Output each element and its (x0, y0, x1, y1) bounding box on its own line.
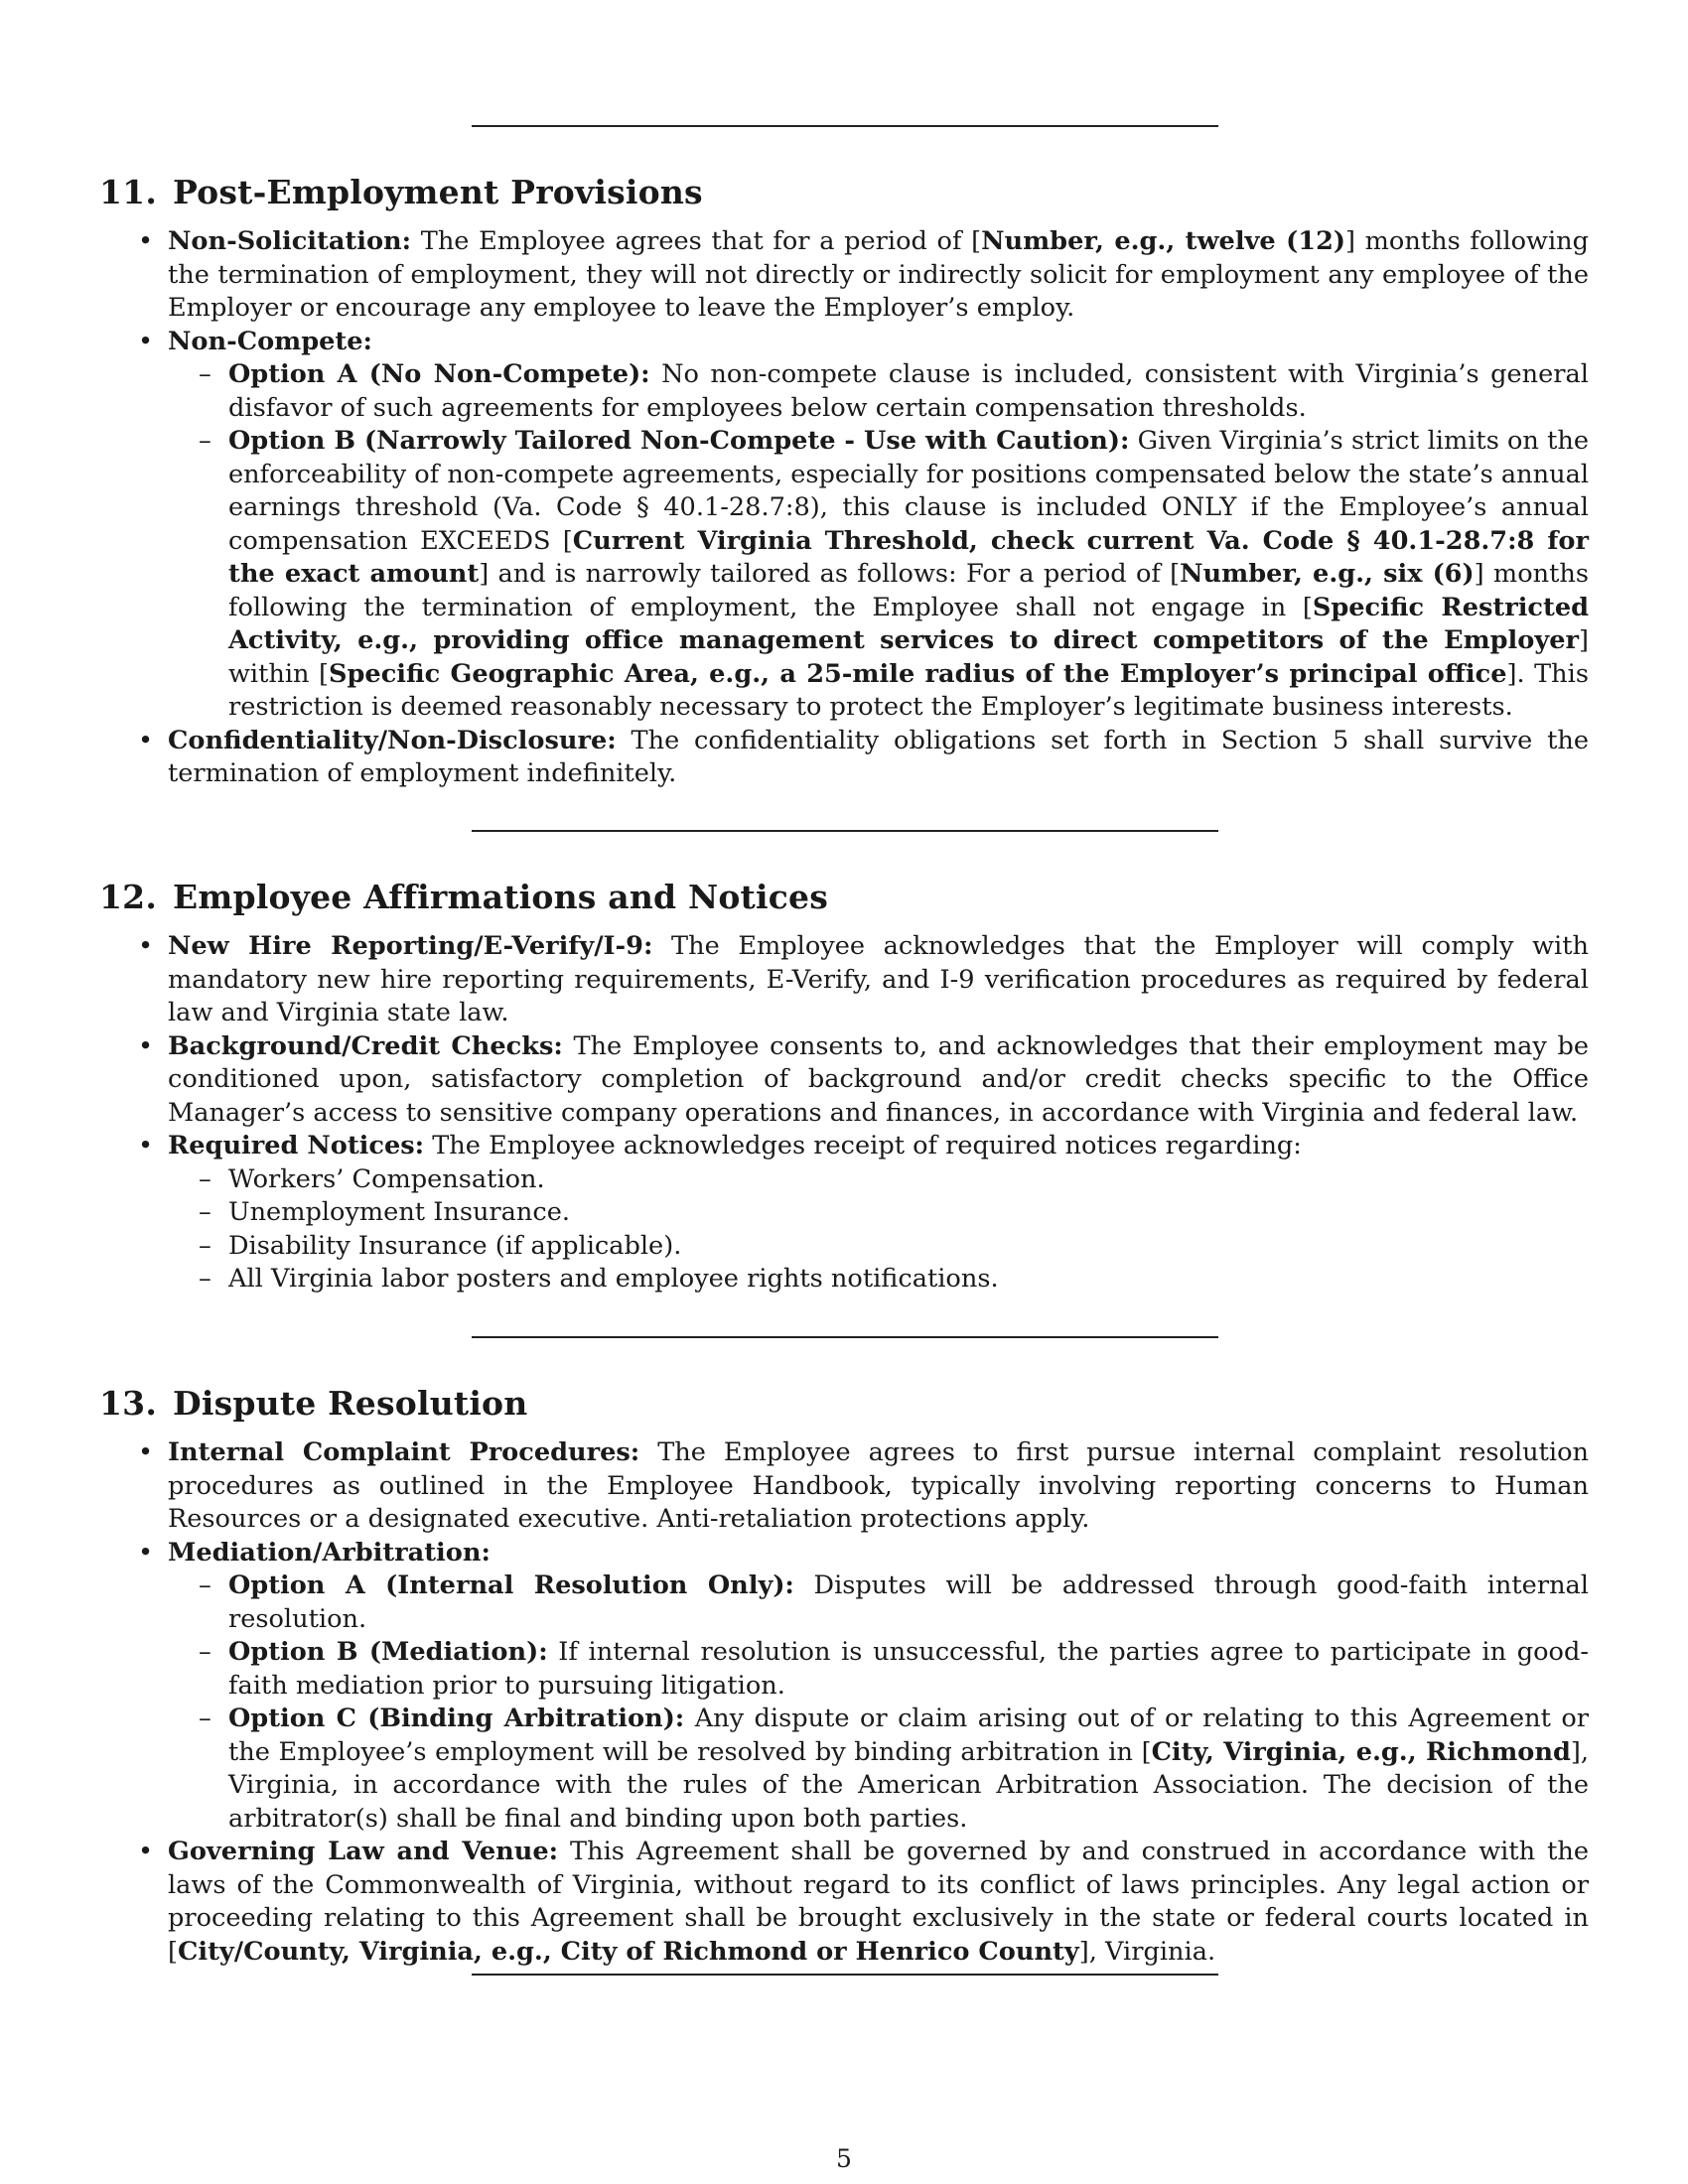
list-item-governing-law: • Governing Law and Venue: This Agreement shall be governed by and construed in accordance with the laws of the Commonwealth of Virginia, without regard to its conflict of laws principles. Any legal action or proceeding relating to this Agreement shall be brought exclusively in the state or federal courts located in [City/County, Virginia, e.g., City of Richmond or Henrico County], Virginia. (168, 1836, 1589, 1969)
horizontal-rule (472, 125, 1218, 127)
sub-item-notice: – All Virginia labor posters and employee rights notifications. (228, 1263, 1589, 1297)
horizontal-rule (472, 1336, 1218, 1338)
bullet-list (99, 1436, 1589, 1969)
sub-item-option-c: – Option C (Binding Arbitration): Any dispute or claim arising out of or relating to this Agreement or the Employee’s employment will be resolved by binding arbitration in [City, Virginia, e.g., Richmond], Virginia, in accordance with the rules of the American Arbitration Association. The decision of the arbitrator(s) shall be final and binding upon both parties. (228, 1703, 1589, 1836)
section-12 (99, 878, 1589, 1297)
sub-item-option-a: – Option A (No Non-Compete): No non-compete clause is included, consistent with Virginia’s general disfavor of such agreements for employees below certain compensation thresholds. (228, 358, 1589, 425)
section-13 (99, 1384, 1589, 1969)
sub-list (168, 358, 1589, 725)
list-item-non-solicitation: • Non-Solicitation: The Employee agrees that for a period of [Number, e.g., twelve (12)] months following the termination of employment, they will not directly or indirectly solicit for employment any employee of the Employer or encourage any employee to leave the Employer’s employ. (168, 225, 1589, 326)
sub-item-option-b: – Option B (Narrowly Tailored Non-Compete - Use with Caution): Given Virginia’s strict limits on the enforceability of non-compete agreements, especially for positions compensated below the state’s annual earnings threshold (Va. Code § 40.1-28.7:8), this clause is included ONLY if the Employee’s annual compensation EXCEEDS [Current Virginia Threshold, check current Va. Code § 40.1-28.7:8 for the exact amount] and is narrowly tailored as follows: For a period of [Number, e.g., six (6)] months following the termination of employment, the Employee shall not engage in [Specific Restricted Activity, e.g., providing office management services to direct competitors of the Employer] within [Specific Geographic Area, e.g., a 25-mile radius of the Employer’s principal office]. This restriction is deemed reasonably necessary to protect the Employer’s legitimate business interests. (228, 425, 1589, 725)
section-heading: 11. Post-Employment Provisions (99, 173, 703, 211)
horizontal-rule (472, 830, 1218, 832)
sub-item-notice: – Disability Insurance (if applicable). (228, 1230, 1589, 1264)
list-item-internal-complaint: • Internal Complaint Procedures: The Employee agrees to first pursue internal complaint resolution procedures as outlined in the Employee Handbook, typically involving reporting concerns to Human Resources or a designated executive. Anti-retaliation protections apply. (168, 1436, 1589, 1537)
section-heading: 13. Dispute Resolution (99, 1384, 528, 1423)
list-item-background-checks: • Background/Credit Checks: The Employee consents to, and acknowledges that their employment may be conditioned upon, satisfactory completion of background and/or credit checks specific to the Office Manager’s access to sensitive company operations and finances, in accordance with Virginia and federal law. (168, 1030, 1589, 1131)
page-number: 5 (836, 2144, 852, 2173)
horizontal-rule (472, 1974, 1218, 1976)
sub-item-option-b: – Option B (Mediation): If internal resolution is unsuccessful, the parties agree to participate in good-faith mediation prior to pursuing litigation. (228, 1636, 1589, 1703)
section-11 (99, 173, 1589, 791)
list-item-required-notices: • Required Notices: The Employee acknowledges receipt of required notices regarding: – Workers’ Compensation. – Unemployment Insurance. – Disability Insurance (if applicable). – All Virginia labor posters and employee rights notifications. (168, 1130, 1589, 1297)
sub-item-option-a: – Option A (Internal Resolution Only): Disputes will be addressed through good-faith internal resolution. (228, 1570, 1589, 1636)
section-heading: 12. Employee Affirmations and Notices (99, 878, 829, 916)
list-item-new-hire: • New Hire Reporting/E-Verify/I-9: The Employee acknowledges that the Employer will comply with mandatory new hire reporting requirements, E-Verify, and I-9 verification procedures as required by federal law and Virginia state law. (168, 930, 1589, 1030)
bullet-list (99, 930, 1589, 1297)
list-item-mediation-arbitration: • Mediation/Arbitration: – Option A (Internal Resolution Only): Disputes will be addressed through good-faith internal resolution. – Option B (Mediation): If internal resolution is unsuccessful, the parties agree to participate in good-faith mediation prior to pursuing litigation. – Option C (Binding Arbitration): Any dispute or claim arising out of or relating to this Agreement or the Employee’s employment will be resolved by binding arbitration in [City, Virginia, e.g., Richmond], Virginia, in accordance with the rules of the American Arbitration Association. The decision of the arbitrator(s) shall be final and binding upon both parties. (168, 1537, 1589, 1837)
sub-list (168, 1570, 1589, 1836)
list-item-confidentiality: • Confidentiality/Non-Disclosure: The confidentiality obligations set forth in Section 5 shall survive the termination of employment indefinitely. (168, 725, 1589, 791)
list-item-non-compete: • Non-Compete: – Option A (No Non-Compete): No non-compete clause is included, consistent with Virginia’s general disfavor of such agreements for employees below certain compensation thresholds. – Option B (Narrowly Tailored Non-Compete - Use with Caution): Given Virginia’s strict limits on the enforceability of non-compete agreements, especially for positions compensated below the state’s annual earnings threshold (Va. Code § 40.1-28.7:8), this clause is included ONLY if the Employee’s annual compensation EXCEEDS [Current Virginia Threshold, check current Va. Code § 40.1-28.7:8 for the exact amount] and is narrowly tailored as follows: For a period of [Number, e.g., six (6)] months following the termination of employment, the Employee shall not engage in [Specific Restricted Activity, e.g., providing office management services to direct competitors of the Employer] within [Specific Geographic Area, e.g., a 25-mile radius of the Employer’s principal office]. This restriction is deemed reasonably necessary to protect the Employer’s legitimate business interests. (168, 326, 1589, 725)
sub-list (168, 1163, 1589, 1297)
bullet-list (99, 225, 1589, 791)
sub-item-notice: – Workers’ Compensation. (228, 1163, 1589, 1197)
sub-item-notice: – Unemployment Insurance. (228, 1196, 1589, 1230)
